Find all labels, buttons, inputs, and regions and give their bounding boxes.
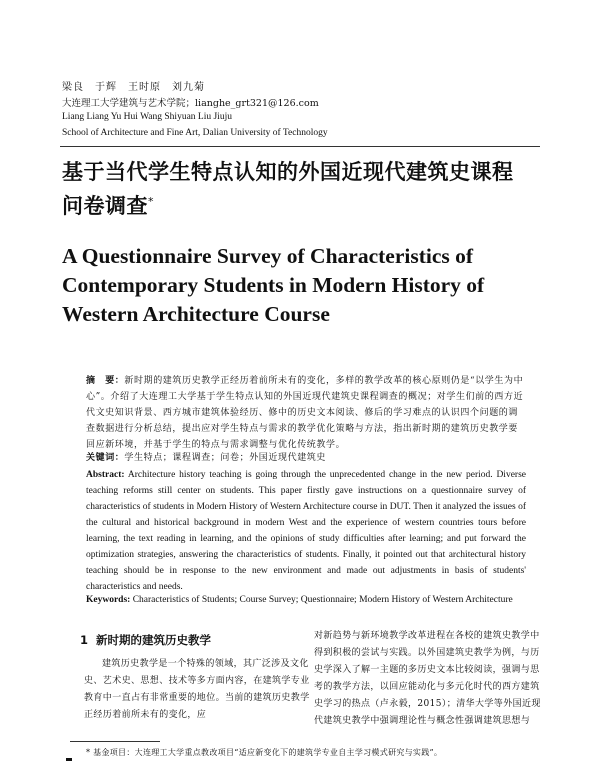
affiliation-cn: 大连理工大学建筑与艺术学院；lianghe_grt321@126.com	[62, 98, 319, 109]
section-number: 1	[80, 633, 89, 647]
keywords-en	[86, 593, 536, 607]
title-cn-text: 基于当代学生特点认知的外国近现代建筑史课程问卷调查	[62, 160, 514, 218]
section-title: 新时期的建筑历史教学	[96, 633, 212, 647]
footnote: * 基金项目：大连理工大学重点教改项目“适应新变化下的建筑学专业自主学习模式研究与实践”。	[86, 748, 443, 757]
body-column-right: 对新趋势与新环境教学改革进程在各校的建筑史教学中得到积极的尝试与实践。以外国建筑史教学为例，与历史学深入了解一主题的多历史文本比较阅读，强调与思考的教学方法，以回应能动化与多元化时代的西方建筑史学习的热点（卢永毅，2015）；清华大学等外国近现代建筑史教学中强调理论性与概念性强调建筑思想与	[314, 631, 541, 726]
paper-title-en: A Questionnaire Survey of Characteristics of Contemporary Students in Modern History of Western Architecture Course	[62, 244, 485, 326]
paper-title-cn	[62, 158, 532, 221]
authors-en: Liang Liang Yu Hui Wang Shiyuan Liu Jiuju	[62, 112, 232, 122]
keywords-en-label: Keywords:	[86, 595, 131, 605]
abstract-cn-text: 新时期的建筑历史教学正经历着前所未有的变化，多样的教学改革的核心原则仍是“以学生为中心”。介绍了大连理工大学基于学生特点认知的外国近现代建筑史课程调查的概况；对学生们前的西方近代文史知识背景、西方城市建筑体验经历、修中的历史文本阅读、修后的学习难点的认识四个问题的调查数据进行分析总结，提出应对学生特点与需求的教学优化策略与方法，指出新时期的建筑历史教学要回应新环境，并基于学生的特点与需求调整与优化传统教学。	[86, 376, 524, 450]
authors-cn: 梁良 于辉 王时原 刘九菊	[62, 82, 205, 93]
keywords-en-text: Characteristics of Students; Course Survey; Questionnaire; Modern History of Western Architecture	[132, 595, 513, 605]
abstract-en	[86, 467, 526, 595]
footnote-divider	[70, 741, 160, 742]
abstract-en-label: Abstract:	[86, 470, 125, 480]
keywords-cn-label: 关键词：	[86, 453, 125, 463]
affiliation-en: School of Architecture and Fine Art, Dalian University of Technology	[62, 128, 328, 138]
keywords-cn-text: 学生特点；课程调查；问卷；外国近现代建筑史	[124, 453, 327, 463]
section-heading	[80, 632, 211, 648]
title-footnote-mark: *	[148, 195, 154, 208]
keywords-cn	[86, 451, 526, 465]
abstract-cn-label: 摘 要：	[86, 376, 125, 386]
body-column-left: 建筑历史教学是一个特殊的领域，其广泛涉及文化史、艺术史、思想、技术等多方面内容，在建筑学专业教育中一直占有非常重要的地位。当前的建筑历史教学正经历着前所未有的变化，应	[84, 659, 310, 720]
abstract-cn	[86, 373, 526, 453]
header-divider	[60, 146, 540, 147]
abstract-en-text: Architecture history teaching is going through the unprecedented change in the new period. Diverse teaching reforms still center on students. This paper firstly gave instructions on a questionnaire survey of characteristics of students in Modern History of Western Architecture course in DUT. Then it analyzed the issues of the cultural and historical background in modern West and the experience of western countries tours before learning, the text reading in learning, and the opinions of study difficulties after learning; and put forward the optimization strategies, answering the characteristics of students. Finally, it pointed out that architectural history teaching should be in response to the new environment and made out adjustments in basis of students' characteristics and needs.	[86, 470, 526, 592]
page-mark	[66, 758, 72, 761]
